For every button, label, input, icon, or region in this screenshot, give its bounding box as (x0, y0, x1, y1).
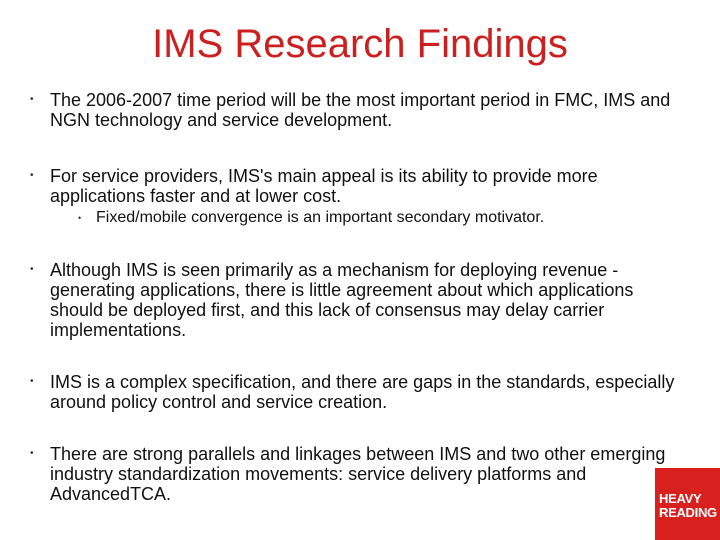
bullet-item (30, 166, 680, 206)
logo-line-1: HEAVY (659, 491, 702, 506)
bullet-dot-icon: • (30, 376, 34, 387)
heavy-reading-logo (655, 468, 720, 540)
bullet-text: The 2006-2007 time period will be the most important period in FMC, IMS and NGN technology and service development. (50, 90, 671, 130)
bullet-dot-icon: • (30, 264, 34, 275)
bullet-dot-icon: • (30, 94, 34, 105)
bullet-dot-icon: • (30, 448, 34, 459)
bullet-item (30, 260, 680, 340)
bullet-item (30, 90, 680, 130)
bullet-text: There are strong parallels and linkages between IMS and two other emerging industry standardization movements: service delivery platforms and AdvancedTCA. (50, 444, 666, 504)
logo-line-2: READING (659, 505, 717, 520)
sub-bullet-text: Fixed/mobile convergence is an important secondary motivator. (96, 209, 545, 226)
sub-bullet-dot-icon: • (78, 213, 82, 223)
sub-bullet-item (78, 208, 678, 228)
bullet-text: For service providers, IMS's main appeal is its ability to provide more applications faster and at lower cost. (50, 166, 598, 206)
bullet-item (30, 444, 680, 504)
logo-wordmark (659, 492, 719, 520)
slide-title: IMS Research Findings (152, 22, 568, 66)
bullet-text: Although IMS is seen primarily as a mechanism for deploying revenue -generating applications, there is little agreement about which applications should be deployed first, and this lack of consensus may delay carrier implementations. (50, 260, 634, 340)
bullet-text: IMS is a complex specification, and there are gaps in the standards, especially around policy control and service creation. (50, 372, 675, 412)
bullet-dot-icon: • (30, 170, 34, 181)
bullet-item (30, 372, 680, 412)
